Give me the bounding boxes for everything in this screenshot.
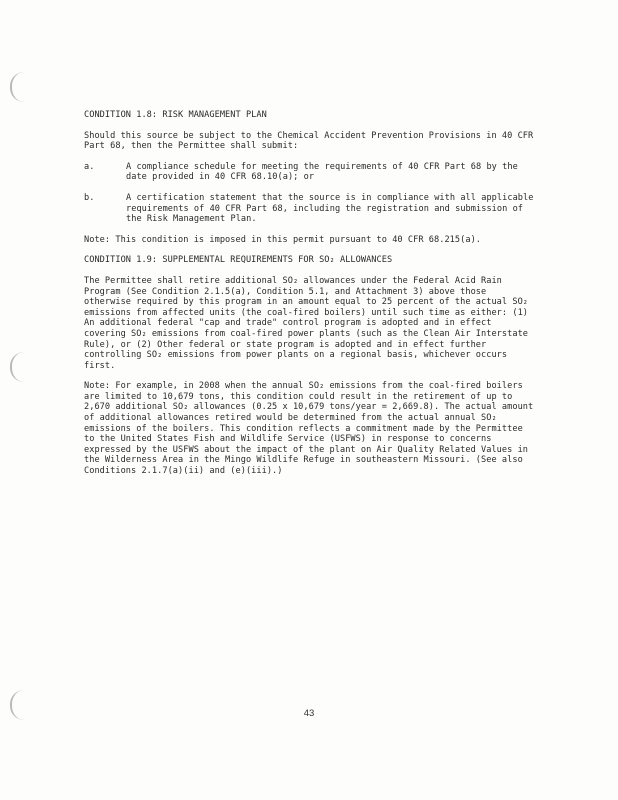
condition-1-8-intro: Should this source be subject to the Chemical Accident Prevention Provisions in 40 CFR Part 68, then the Permittee shall submit: bbox=[84, 130, 534, 152]
list-item-marker: a. bbox=[84, 161, 95, 172]
condition-1-9-heading: CONDITION 1.9: SUPPLEMENTAL REQUIREMENTS FOR SO₂ ALLOWANCES bbox=[84, 255, 393, 266]
list-item bbox=[84, 162, 534, 183]
list-item-text: A compliance schedule for meeting the requirements of 40 CFR Part 68 by the date provided in 40 CFR 68.10(a); or bbox=[126, 161, 518, 183]
condition-1-9-note: Note: For example, in 2008 when the annual SO₂ emissions from the coal-fired boilers are limited to 10,679 tons, this condition could result in the retirement of up to 2,670 additional SO₂ allowances (0.25 x 10,679 tons/year = 2,669.8). The actual amount of additional allowances retired would be determined from the actual annual SO₂ emissions of the boilers. This condition reflects a commitment made by the Permittee to the United States Fish and Wildlife Service (USFWS) in response to concerns expressed by the USFWS about the impact of the plant on Air Quality Related Values in the Wilderness Area in the Mingo Wildlife Refuge in southeastern Missouri. (See also Conditions 2.1.7(a)(ii) and (e)(iii).) bbox=[84, 381, 534, 477]
condition-1-8-note: Note: This condition is imposed in this permit pursuant to 40 CFR 68.215(a). bbox=[84, 234, 482, 245]
page-number: 43 bbox=[303, 708, 315, 719]
list-item-marker: b. bbox=[84, 192, 95, 203]
hole-punch-mark-top bbox=[10, 72, 26, 102]
document-body bbox=[84, 110, 534, 487]
hole-punch-mark-middle bbox=[10, 352, 26, 382]
list-item bbox=[84, 193, 534, 225]
condition-1-8-heading: CONDITION 1.8: RISK MANAGEMENT PLAN bbox=[84, 110, 267, 120]
list-item-text: A certification statement that the source is in compliance with all applicable requirements of 40 CFR Part 68, including the registration and submission of the Risk Management Plan. bbox=[126, 192, 534, 225]
condition-1-9-body: The Permittee shall retire additional SO₂ allowances under the Federal Acid Rain Program (See Condition 2.1.5(a), Condition 5.1, and Attachment 3) above those otherwise required by this program in an amount equal to 25 percent of the actual SO₂ emissions from affected units (the coal-fired boilers) until such time as either: (1) An additional federal "cap and trade" control program is adopted and in effect covering SO₂ emissions from coal-fired power plants (such as the Clean Air Interstate Rule), or (2) Other federal or state program is adopted and in effect further controlling SO₂ emissions from power plants on a regional basis, whichever occurs first. bbox=[84, 275, 529, 371]
